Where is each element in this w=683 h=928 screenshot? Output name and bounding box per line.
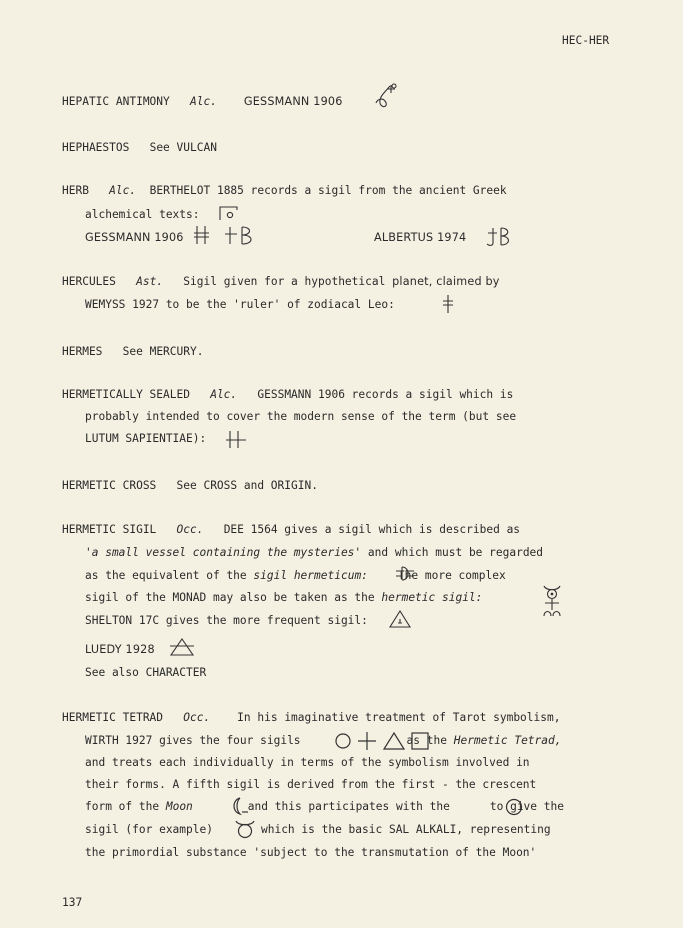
entry-hermetic-sigil-line-4 [85, 591, 482, 605]
entry-reference: LUEDY 1928 [85, 643, 155, 656]
entry-text: The more complex [397, 569, 506, 582]
entry-text: WEMYSS 1927 to be the 'ruler' of zodiacal Leo: [85, 298, 395, 311]
entry-hermetic-sigil-line-3 [85, 569, 506, 583]
entry-hermetic-sigil-line-1 [62, 523, 520, 537]
entry-text: See CROSS and ORIGIN. [176, 479, 318, 492]
herb-greek-sigil-icon [218, 205, 240, 221]
entry-tag: Alc. [109, 184, 137, 197]
entry-text: the primordial substance 'subject to the transmutation of the Moon' [85, 846, 537, 859]
entry-text: See MERCURY. [122, 345, 204, 358]
entry-hermetic-tetrad-line-5 [85, 800, 564, 814]
entry-text: their forms. A fifth sigil is derived from the first - the crescent [85, 778, 537, 791]
entry-headword: HERMETIC SIGIL [62, 523, 157, 536]
entry-text: and which must be regarded [367, 546, 544, 559]
entry-hercules-line-2 [85, 298, 395, 312]
entry-herb-line-2 [85, 208, 200, 222]
entry-italic-term: Hermetic Tetrad, [453, 734, 562, 747]
entry-tag: Occ. [176, 523, 204, 536]
entry-text: SHELTON 17C gives the more frequent sigil: [85, 614, 368, 627]
entry-hermetic-sigil-line-5 [85, 614, 368, 628]
entry-italic-term: hermetic sigil: [381, 591, 483, 604]
entry-hermetic-tetrad-line-4 [85, 778, 536, 792]
entry-text: form of the [85, 800, 160, 813]
entry-tag: Alc. [190, 95, 217, 108]
entry-tag: Ast. [136, 275, 164, 288]
entry-text: See VULCAN [149, 141, 217, 154]
entry-hermetic-cross [62, 479, 318, 493]
entry-herb-reference-2: ALBERTUS 1974 [374, 231, 467, 244]
entry-headword: HERMES [62, 345, 103, 358]
entry-hermes [62, 345, 203, 359]
circle-sigil-icon [504, 797, 524, 817]
entry-italic-term: Moon [165, 800, 193, 813]
shelton-triangle-sigil-icon [388, 609, 412, 629]
entry-hermetic-sigil-line-6 [85, 643, 155, 657]
entry-text: and this participates with the [247, 800, 450, 813]
entry-hermetic-sigil-line-2 [85, 546, 543, 560]
entry-text: sigil of the MONAD may also be taken as the [85, 591, 375, 604]
entry-text: probably intended to cover the modern sense of the term (but see [85, 410, 517, 423]
entry-headword: HERMETIC TETRAD [62, 711, 164, 724]
entry-italic-term: sigil hermeticum: [253, 569, 368, 582]
page-number: 137 [62, 896, 83, 909]
entry-text: In his imaginative treatment of Tarot symbolism, [237, 711, 561, 724]
entry-hermetic-tetrad-line-3 [85, 756, 530, 770]
entry-headword: HEPHAESTOS [62, 141, 130, 154]
entry-hercules-line-1 [62, 275, 500, 289]
running-header: HEC-HER [562, 34, 610, 47]
entry-text: planet, claimed by [392, 275, 500, 288]
entry-herb-reference-1: GESSMANN 1906 [85, 231, 184, 244]
entry-headword: HERMETIC CROSS [62, 479, 157, 492]
entry-text: GESSMANN 1906 records a sigil which is [257, 388, 514, 401]
entry-headword: HEPATIC ANTIMONY [62, 95, 170, 108]
entry-text: Sigil given for a hypothetical [183, 275, 386, 288]
entry-reference: GESSMANN 1906 [243, 95, 343, 108]
hercules-planet-sigil-icon [441, 293, 455, 315]
entry-hermetic-tetrad-line-6 [85, 823, 551, 837]
entry-hermetic-tetrad-line-7 [85, 846, 536, 860]
entry-quote: 'a small vessel containing the mysteries' [85, 546, 362, 559]
entry-text: alchemical texts: [85, 208, 200, 221]
entry-hermetically-sealed-line-1 [62, 388, 513, 402]
entry-text: WIRTH 1927 gives the four sigils [85, 734, 301, 747]
entry-text: and treats each individually in terms of the symbolism involved in [85, 756, 530, 769]
sigil-hermeticum-icon [394, 563, 416, 585]
entry-hermetically-sealed-line-2 [85, 410, 516, 424]
entry-headword: HERCULES [62, 275, 116, 288]
entry-tag: Alc. [210, 388, 238, 401]
entry-herb-line-1 [62, 184, 507, 198]
entry-text: as the equivalent of the [85, 569, 247, 582]
herb-gessmann-sigil-icon [192, 223, 262, 247]
entry-hermetic-tetrad-line-2 [85, 734, 562, 748]
crescent-moon-icon [229, 796, 251, 816]
entry-hepatic-antimony [62, 95, 343, 109]
entry-text: LUTUM SAPIENTIAE): [85, 432, 207, 445]
entry-text: See also CHARACTER [85, 666, 207, 679]
entry-headword: HERB [62, 184, 89, 197]
entry-text: to give the [489, 800, 564, 813]
entry-tag: Occ. [183, 711, 211, 724]
entry-hermetic-sigil-line-7 [85, 666, 206, 680]
entry-text: as the [406, 734, 447, 747]
luedy-triangle-sigil-icon [168, 636, 196, 658]
entry-headword: HERMETICALLY SEALED [62, 388, 190, 401]
herb-albertus-sigil-icon [483, 225, 513, 249]
entry-hermetically-sealed-line-3 [85, 432, 206, 446]
hermetically-sealed-sigil-icon [224, 428, 248, 450]
entry-text: which is the basic SAL ALKALI, representing [260, 823, 551, 836]
tetrad-four-sigils-icon [334, 730, 438, 752]
entry-hermetic-tetrad-line-1 [62, 711, 560, 725]
entry-text: DEE 1564 gives a sigil which is described as [223, 523, 521, 536]
entry-text: sigil (for example) [85, 823, 213, 836]
entry-hephaestos [62, 141, 217, 155]
hepatic-antimony-sigil-icon [370, 82, 400, 112]
entry-text: BERTHELOT 1885 records a sigil from the ancient Greek [149, 184, 507, 197]
sal-alkali-sigil-icon [233, 818, 257, 840]
monad-sigil-icon [539, 583, 565, 619]
